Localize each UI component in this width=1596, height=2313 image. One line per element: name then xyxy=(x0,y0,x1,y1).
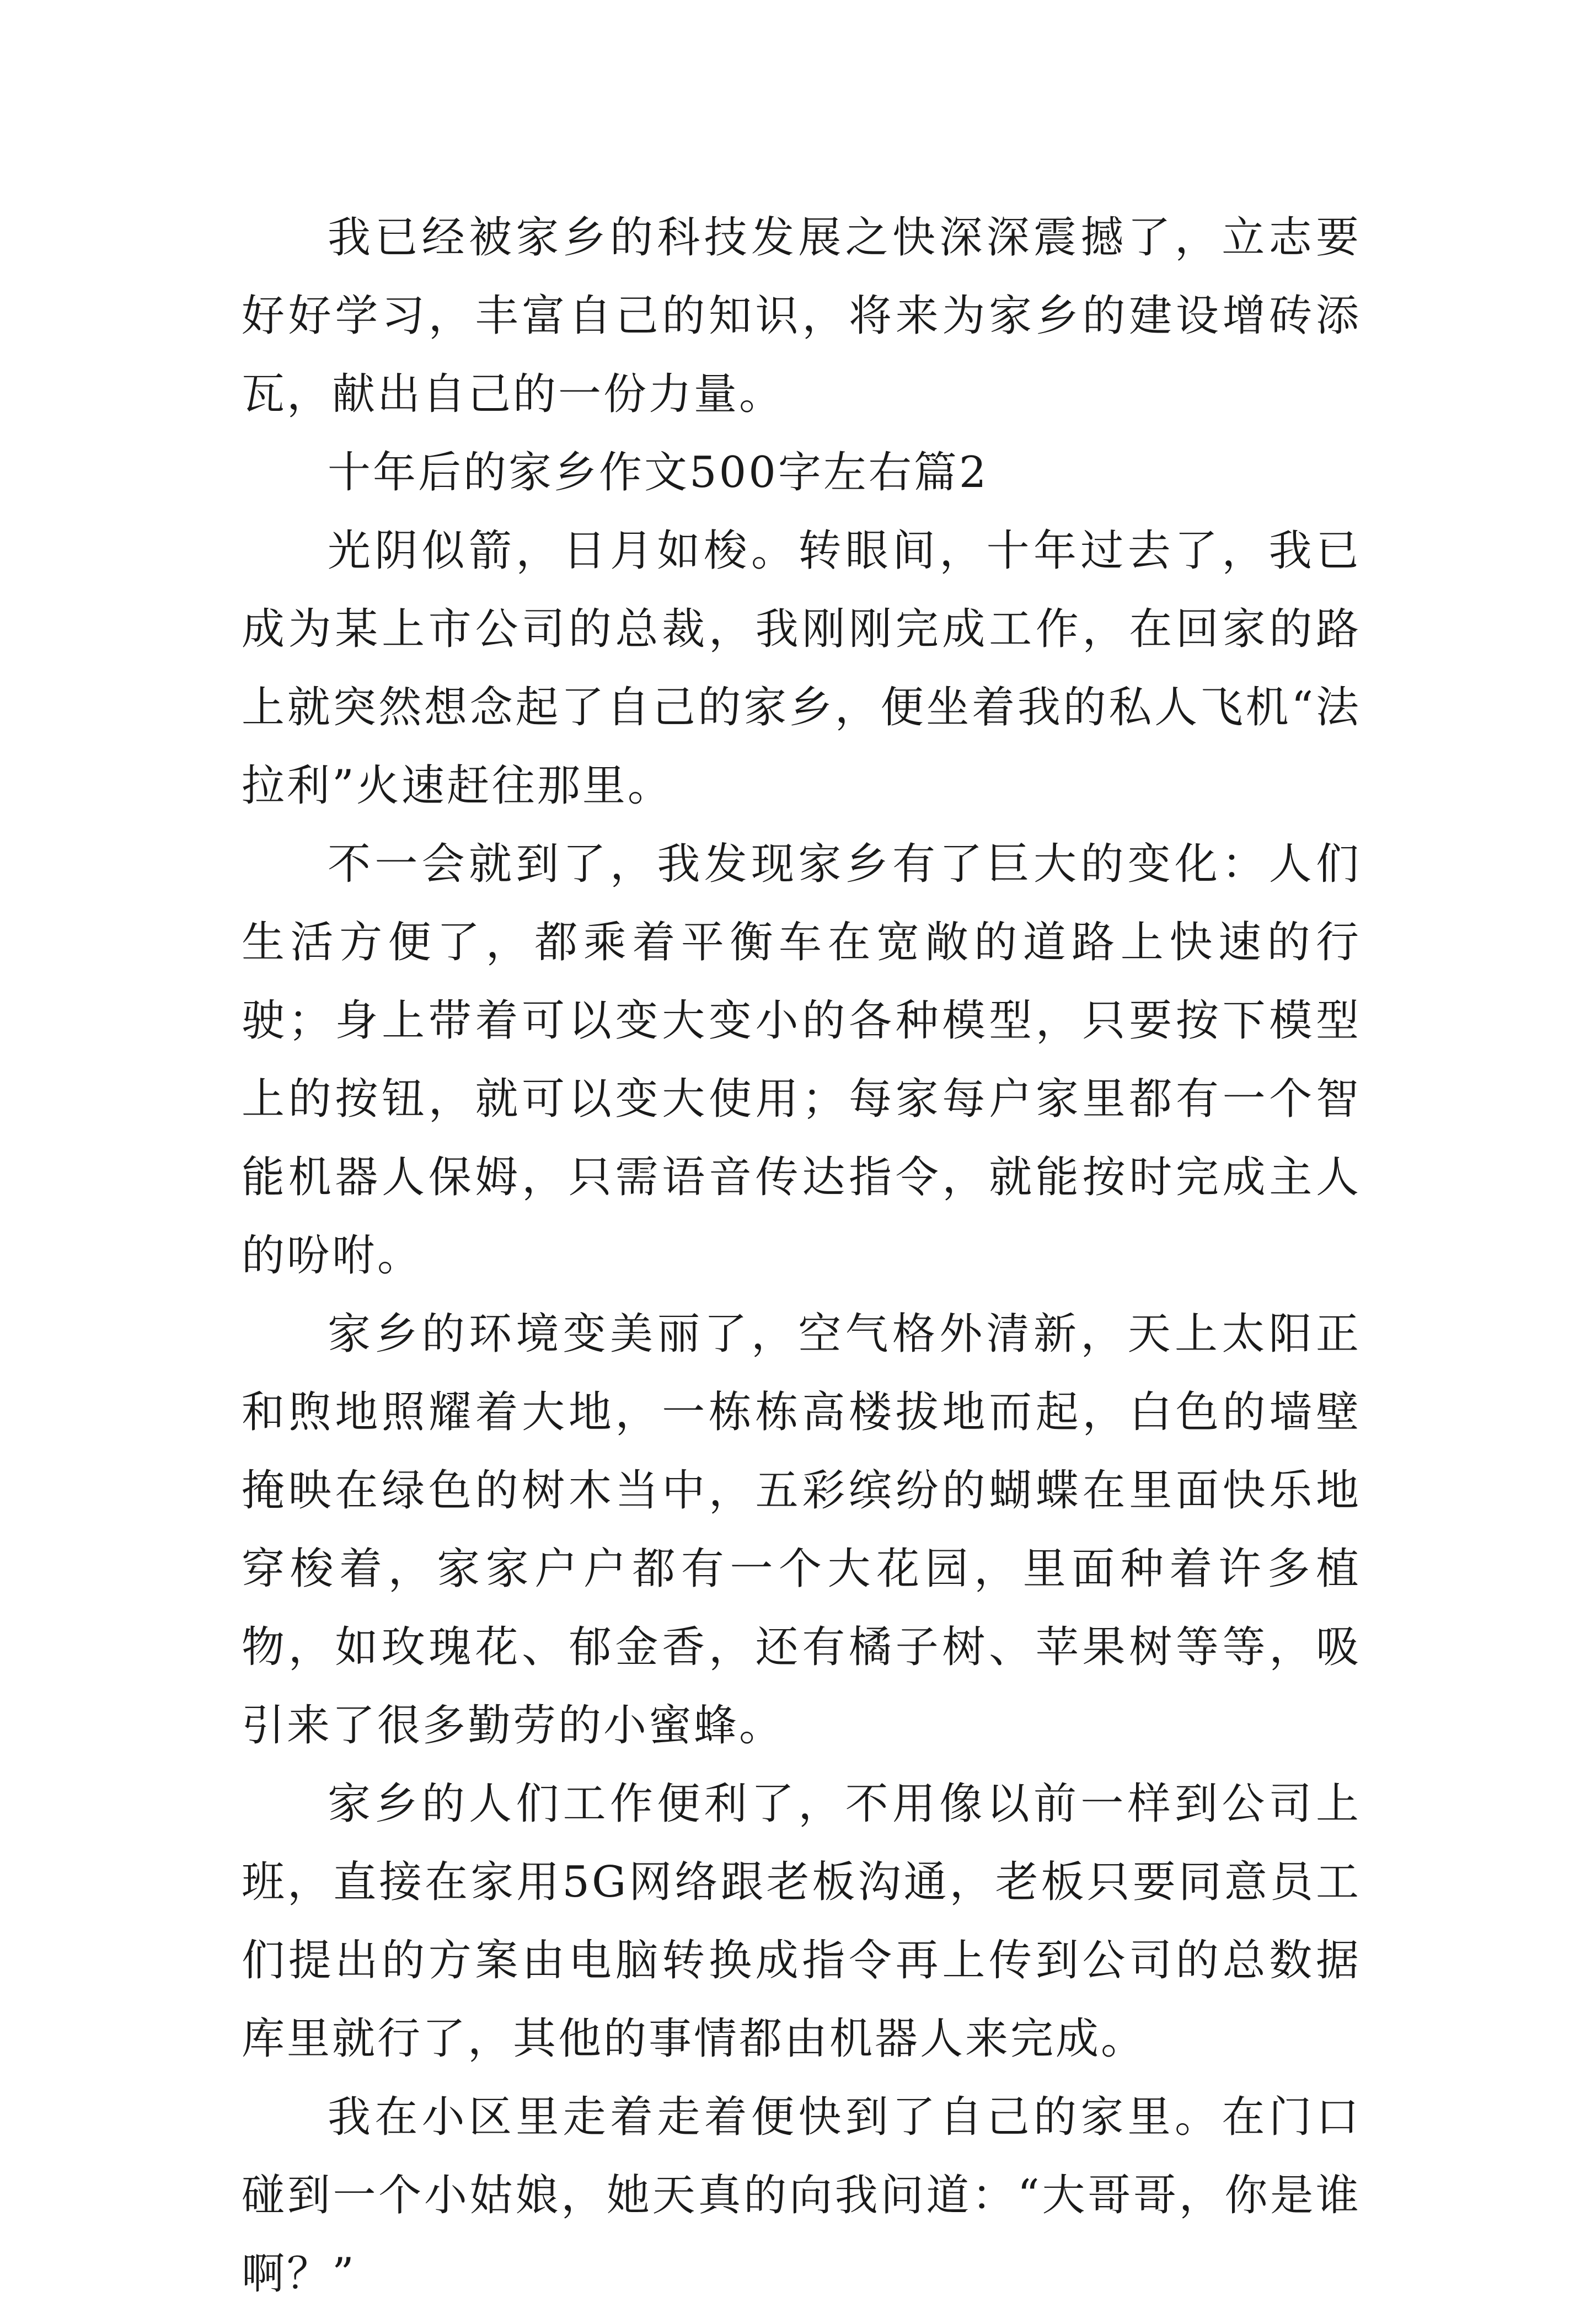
paragraph: 光阴似箭，日月如梭。转眼间，十年过去了，我已成为某上市公司的总裁，我刚刚完成工作，在回家的路上就突然想念起了自己的家乡，便坐着我的私人飞机“法拉利”火速赶往那里。 xyxy=(242,526,1361,811)
document-body xyxy=(242,199,1361,2313)
paragraph: 家乡的人们工作便利了，不用像以前一样到公司上班，直接在家用5G网络跟老板沟通，老板只要同意员工们提出的方案由电脑转换成指令再上传到公司的总数据库里就行了，其他的事情都由机器人来完成。 xyxy=(242,1779,1361,2064)
section-heading: 十年后的家乡作文500字左右篇2 xyxy=(328,448,989,497)
paragraph: 家乡的环境变美丽了，空气格外清新，天上太阳正和煦地照耀着大地，一栋栋高楼拔地而起，白色的墙壁掩映在绿色的树木当中，五彩缤纷的蝴蝶在里面快乐地穿梭着，家家户户都有一个大花园，里面种着许多植物，如玫瑰花、郁金香，还有橘子树、苹果树等等，吸引来了很多勤劳的小蜜蜂。 xyxy=(242,1309,1361,1750)
paragraph: 不一会就到了，我发现家乡有了巨大的变化：人们生活方便了，都乘着平衡车在宽敞的道路上快速的行驶；身上带着可以变大变小的各种模型，只要按下模型上的按钮，就可以变大使用；每家每户家里都有一个智能机器人保姆，只需语音传达指令，就能按时完成主人的吩咐。 xyxy=(242,839,1361,1281)
paragraph: 我已经被家乡的科技发展之快深深震撼了，立志要好好学习，丰富自己的知识，将来为家乡的建设增砖添瓦，献出自己的一份力量。 xyxy=(242,213,1361,419)
paragraph: 我在小区里走着走着便快到了自己的家里。在门口碰到一个小姑娘，她天真的向我问道：“大哥哥，你是谁啊？” xyxy=(242,2092,1361,2299)
